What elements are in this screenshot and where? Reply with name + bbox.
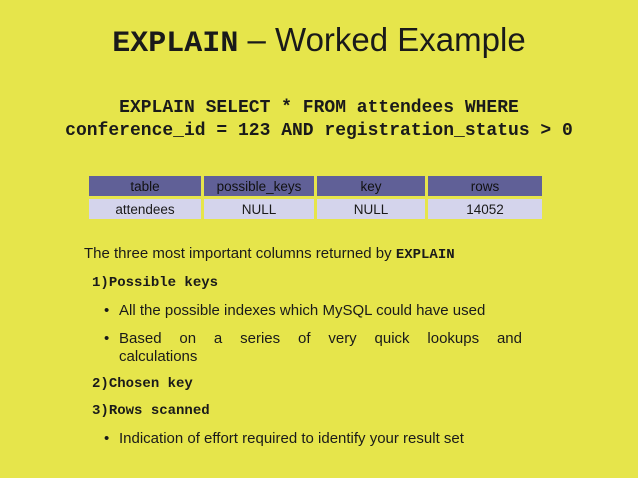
- sql-query-line-1: EXPLAIN SELECT * FROM attendees WHERE: [119, 98, 519, 118]
- list-item-rows-scanned: [92, 402, 210, 420]
- column-header-table: table: [89, 176, 201, 196]
- column-header-possible-keys: possible_keys: [204, 176, 314, 196]
- bullet-icon: •: [104, 302, 110, 319]
- item-label: Possible keys: [108, 275, 219, 291]
- column-header-rows: rows: [428, 176, 542, 196]
- list-item-chosen-key: [92, 375, 193, 393]
- cell-key: NULL: [317, 199, 425, 219]
- item-label: Rows scanned: [108, 403, 210, 419]
- intro-text: The three most important columns returned by: [84, 245, 396, 262]
- title-keyword: EXPLAIN: [112, 27, 239, 61]
- list-item-possible-keys: [92, 274, 218, 292]
- title-text: – Worked Example: [238, 21, 526, 58]
- item-number: 1): [92, 275, 109, 291]
- bullet-icon: •: [104, 330, 110, 347]
- item-label: Chosen key: [108, 376, 193, 392]
- bullet-text: Based on a series of very quick lookups and: [119, 330, 522, 347]
- bullet-icon: •: [104, 430, 110, 447]
- cell-table: attendees: [89, 199, 201, 219]
- intro-keyword: EXPLAIN: [395, 247, 455, 263]
- cell-rows: 14052: [428, 199, 542, 219]
- column-header-key: key: [317, 176, 425, 196]
- item-number: 2): [92, 376, 109, 392]
- item-number: 3): [92, 403, 109, 419]
- sql-query-line-2: conference_id = 123 AND registration_status > 0: [65, 121, 573, 141]
- bullet-text: All the possible indexes which MySQL could have used: [119, 302, 486, 319]
- cell-possible-keys: NULL: [204, 199, 314, 219]
- bullet-text-continuation: calculations: [119, 348, 198, 365]
- intro-line: [84, 245, 455, 264]
- bullet-text: Indication of effort required to identify your result set: [119, 430, 464, 447]
